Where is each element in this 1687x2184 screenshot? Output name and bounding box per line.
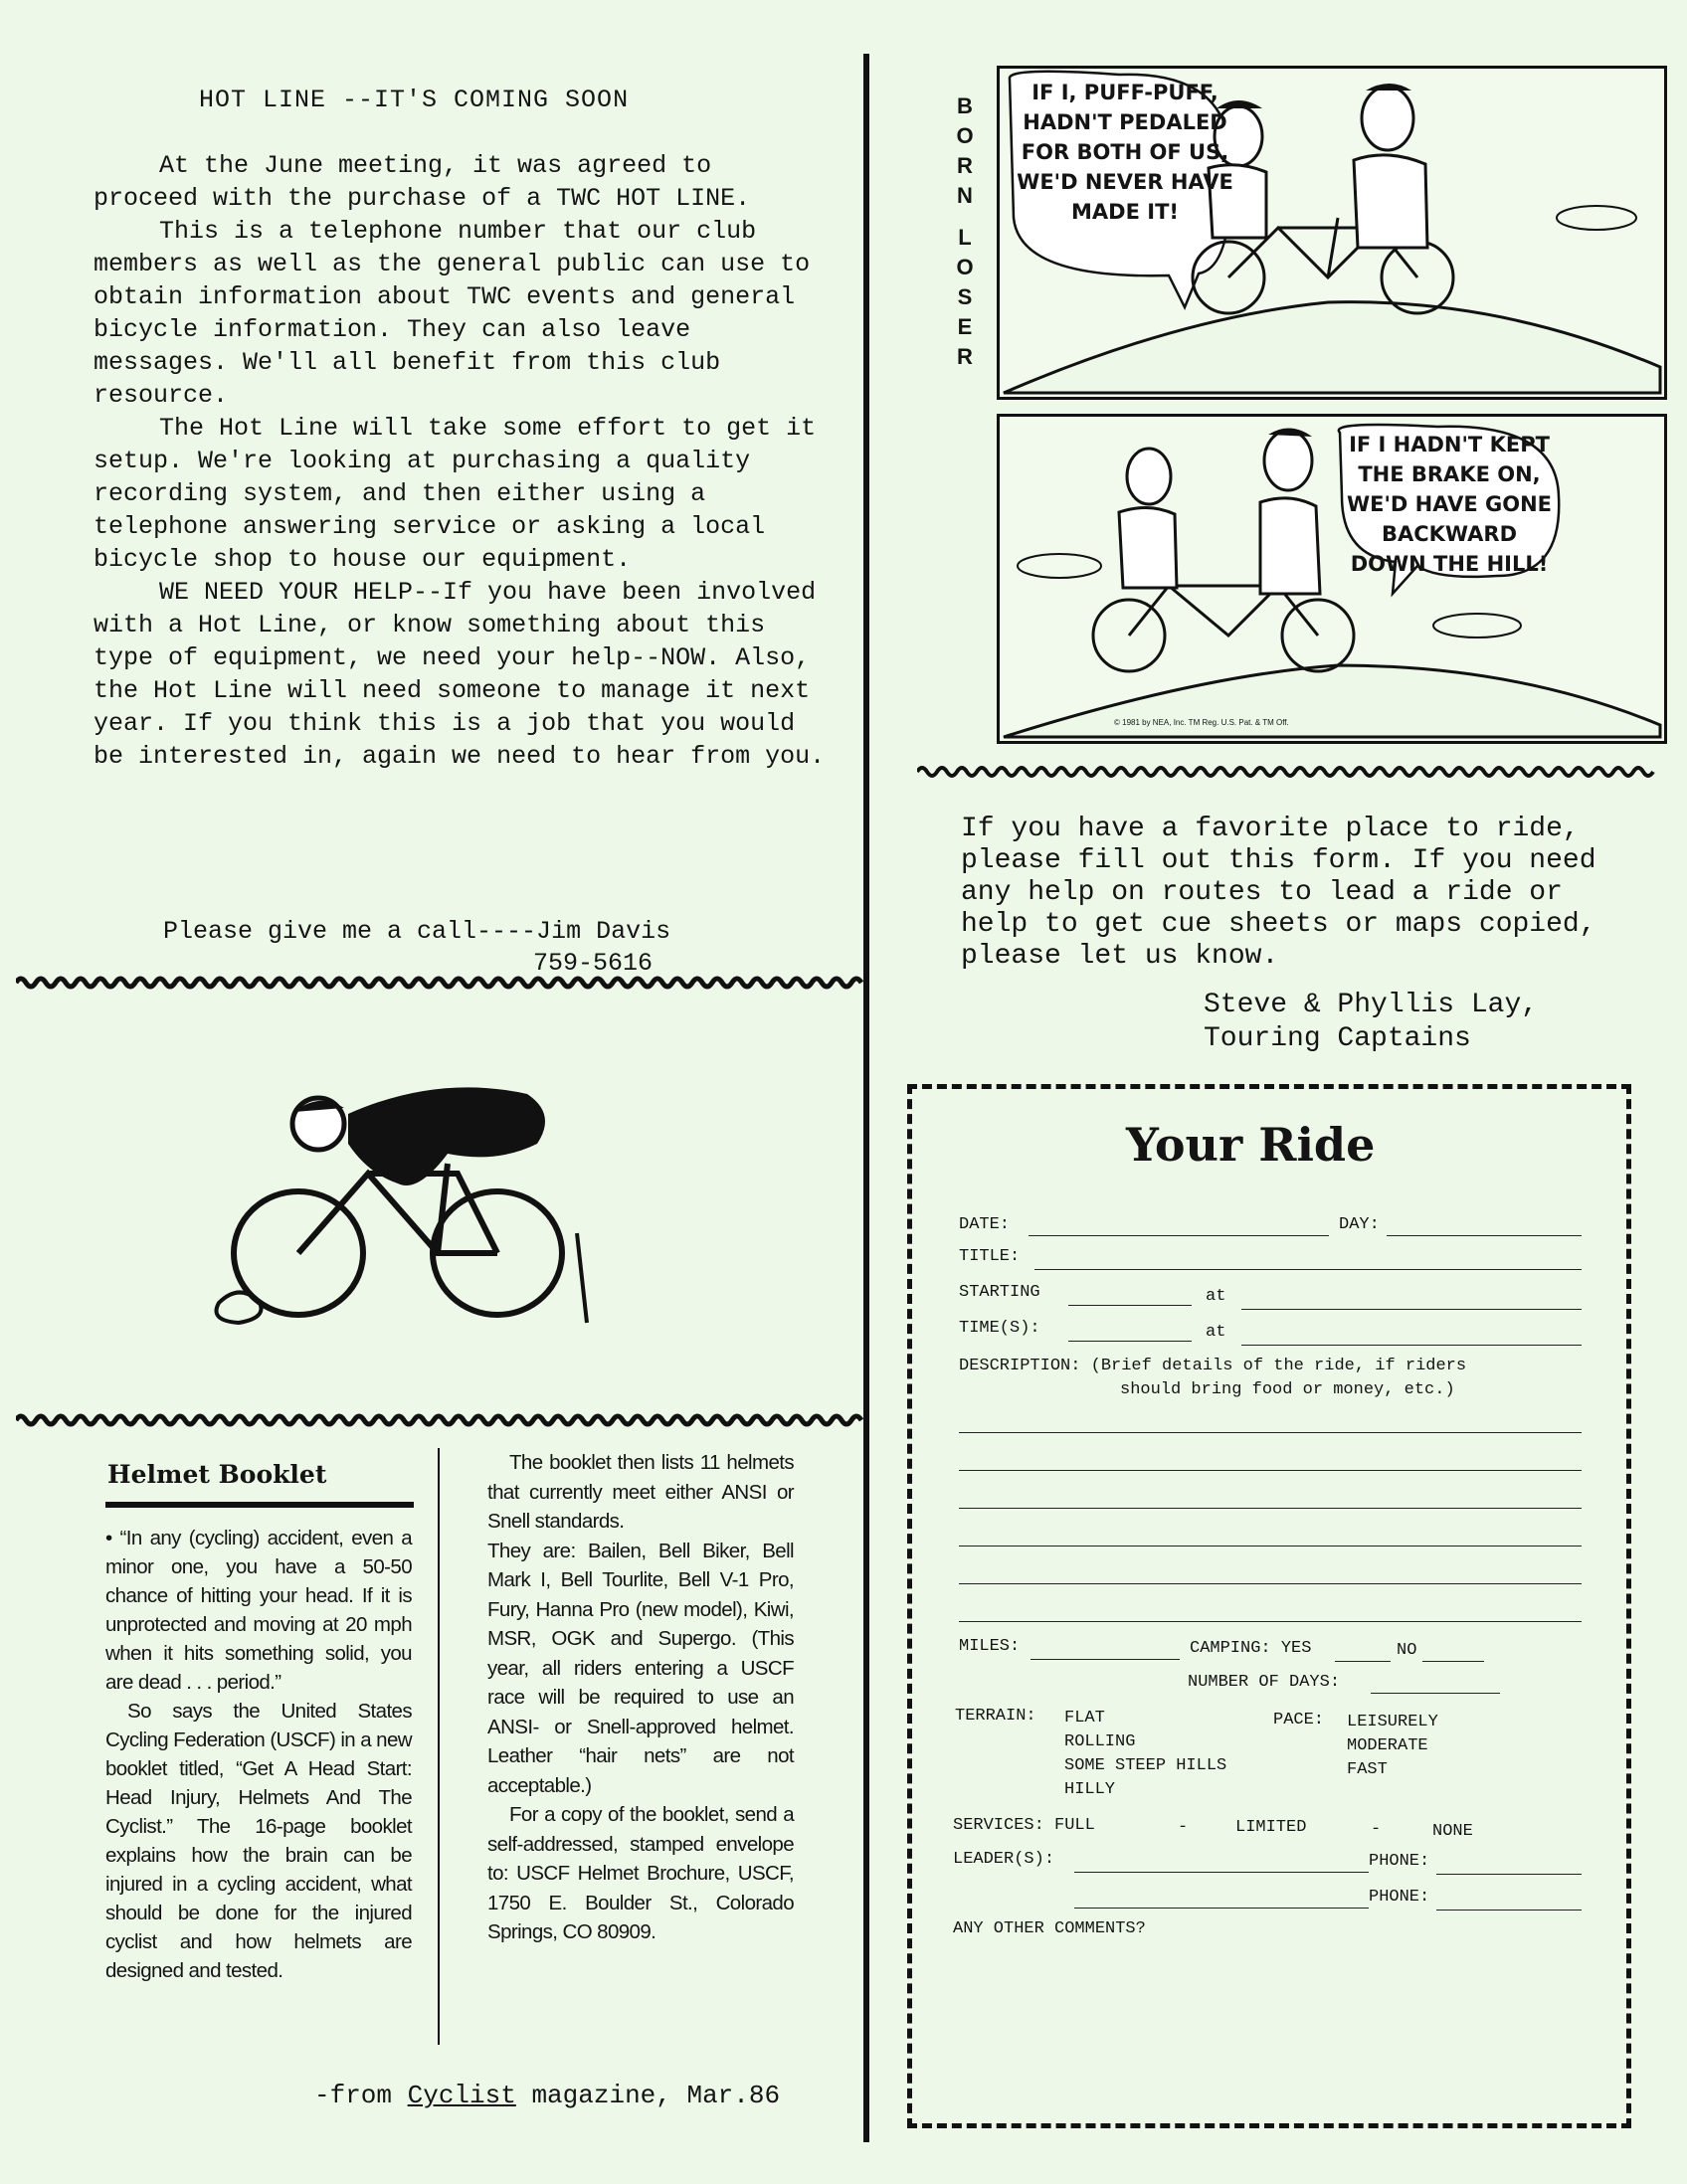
hotline-paragraph: This is a telephone number that our club members as well as the general public can use to obtain information about TWC events and general bicycle information. They can also leave messages. We'll all benefit from this club resource.: [94, 217, 811, 410]
comic-title: [945, 91, 985, 372]
helmet-paragraph: They are: Bailen, Bell Biker, Bell Mark I, Bell Tourlite, Bell V-1 Pro, Fury, Hanna Pro (new model), Kiwi, MSR, OGK and Supergo. (This year, all riders entering a USCF race will be required to use an ANSI- or Snell-approved helmet. Leather “hair nets” are not acceptable.): [487, 1539, 794, 1797]
at-label: at: [1206, 1323, 1226, 1342]
hotline-body: [94, 149, 830, 773]
pace-options: [1347, 1711, 1438, 1782]
form-title: Your Ride: [1126, 1118, 1376, 1172]
phone-field[interactable]: [1436, 1874, 1582, 1875]
hotline-paragraph: The Hot Line will take some effort to get it setup. We're looking at purchasing a quality recording system, and then either using a telephone answering service or asking a local bicycle shop to house our equipment.: [94, 414, 817, 574]
terrain-option[interactable]: HILLY: [1064, 1780, 1116, 1799]
wavy-divider: [16, 975, 865, 991]
starting-location-field[interactable]: [1241, 1309, 1582, 1310]
helmet-column-1: [105, 1524, 412, 1985]
comic-title-text: B O R N L O S E R: [956, 93, 974, 369]
vertical-divider: [861, 54, 871, 2142]
your-ride-form: [907, 1084, 1631, 2128]
comments-label: ANY OTHER COMMENTS?: [953, 1919, 1146, 1938]
camping-label: CAMPING: YES: [1190, 1639, 1312, 1658]
phone-field-2[interactable]: [1436, 1910, 1582, 1911]
favorite-place-text: If you have a favorite place to ride, please fill out this form. If you need any help on routes to lead a ride or help to get cue sheets or maps copied, please let us know.: [961, 814, 1596, 972]
miles-label: MILES:: [959, 1637, 1021, 1656]
helmet-title-rule: [105, 1502, 414, 1508]
terrain-options: [1064, 1707, 1226, 1802]
pace-option[interactable]: MODERATE: [1347, 1736, 1428, 1755]
cyclist-illustration: [199, 1034, 617, 1333]
camping-yes-field[interactable]: [1335, 1661, 1391, 1662]
terrain-label: TERRAIN:: [955, 1707, 1036, 1726]
helmet-paragraph: The booklet then lists 11 helmets that currently meet either ANSI or Snell standards.: [487, 1451, 794, 1533]
comic-panel-2: [997, 414, 1667, 744]
hotline-phone: 759-5616: [533, 949, 654, 978]
source-credit: [314, 2081, 780, 2110]
terrain-option[interactable]: SOME STEEP HILLS: [1064, 1756, 1227, 1775]
number-days-field[interactable]: [1371, 1693, 1500, 1694]
helmet-title: Helmet Booklet: [107, 1460, 327, 1489]
wavy-divider: [16, 1412, 865, 1428]
description-line[interactable]: [959, 1621, 1582, 1622]
description-line[interactable]: [959, 1508, 1582, 1509]
helmet-paragraph: For a copy of the booklet, send a self-addressed, stamped envelope to: USCF Helmet Brochure, USCF, 1750 E. Boulder St., Colorado Springs, CO 80909.: [487, 1803, 794, 1943]
touring-captains: [1204, 989, 1538, 1056]
description-line[interactable]: [959, 1546, 1582, 1547]
helmet-column-2: [487, 1448, 794, 1947]
wavy-divider: [917, 764, 1661, 780]
starting-field[interactable]: [1068, 1305, 1192, 1306]
at-label: at: [1206, 1287, 1226, 1306]
camping-no-label: NO: [1397, 1641, 1417, 1660]
date-field[interactable]: [1029, 1235, 1329, 1236]
helmet-paragraph: So says the United States Cycling Federation (USCF) in a new booklet titled, “Get A Head Start: Head Injury, Helmets And The Cyclist.” The 16-page booklet explains how the brain can be injured in a cycling accident, what should be done for the injured cyclist and how helmets are designed and tested.: [105, 1700, 412, 1982]
hotline-paragraph: At the June meeting, it was agreed to proceed with the purchase of a TWC HOT LINE.: [94, 151, 751, 213]
comic-bubble-2: IF I HADN'T KEPT THE BRAKE ON, WE'D HAVE GONE BACKWARD DOWN THE HILL!: [1346, 433, 1552, 576]
leaders-field-2[interactable]: [1074, 1908, 1369, 1909]
source-suffix: magazine, Mar.86: [531, 2081, 781, 2110]
comic-panel-2-art: [1000, 417, 1664, 741]
description-label: DESCRIPTION: (Brief details of the ride, if riders: [959, 1357, 1467, 1375]
source-prefix: -from: [314, 2081, 393, 2110]
services-label[interactable]: SERVICES: FULL: [953, 1816, 1095, 1835]
day-label: DAY:: [1339, 1215, 1380, 1234]
services-none[interactable]: NONE: [1432, 1822, 1473, 1841]
camping-no-field[interactable]: [1422, 1661, 1484, 1662]
description-note: should bring food or money, etc.): [1120, 1380, 1455, 1399]
leaders-field[interactable]: [1074, 1872, 1369, 1873]
leaders-label: LEADER(S):: [953, 1850, 1055, 1869]
phone-label: PHONE:: [1369, 1888, 1430, 1907]
services-dash: -: [1371, 1820, 1382, 1839]
helmet-paragraph: • “In any (cycling) accident, even a minor one, you have a 50-50 chance of hitting your head. If it is unprotected and moving at 20 mph when it hits something solid, you are dead . . . period.”: [105, 1527, 412, 1694]
times-location-field[interactable]: [1241, 1345, 1582, 1346]
pace-option[interactable]: LEISURELY: [1347, 1713, 1438, 1731]
helmet-column-rule: [438, 1448, 440, 2045]
date-label: DATE:: [959, 1215, 1011, 1234]
number-days-label: NUMBER OF DAYS:: [1188, 1673, 1341, 1692]
comic-bubble-1: IF I, PUFF-PUFF, HADN'T PEDALED FOR BOTH OF US, WE'D NEVER HAVE MADE IT!: [1017, 81, 1233, 224]
miles-field[interactable]: [1031, 1659, 1180, 1660]
hotline-title: HOT LINE --IT'S COMING SOON: [199, 86, 630, 114]
title-label: TITLE:: [959, 1247, 1021, 1266]
starting-label: STARTING: [959, 1283, 1040, 1302]
captains-title: Touring Captains: [1204, 1023, 1471, 1054]
times-field[interactable]: [1068, 1341, 1192, 1342]
day-field[interactable]: [1387, 1235, 1582, 1236]
services-dash: -: [1178, 1818, 1189, 1837]
phone-label: PHONE:: [1369, 1852, 1430, 1871]
source-magazine: Cyclist: [407, 2081, 516, 2110]
services-limited[interactable]: LIMITED: [1235, 1818, 1307, 1837]
pace-label: PACE:: [1273, 1711, 1325, 1729]
description-line[interactable]: [959, 1432, 1582, 1433]
description-line[interactable]: [959, 1470, 1582, 1471]
terrain-option[interactable]: FLAT: [1064, 1709, 1105, 1728]
captains-name: Steve & Phyllis Lay,: [1204, 990, 1539, 1020]
terrain-option[interactable]: ROLLING: [1064, 1732, 1136, 1751]
title-field[interactable]: [1034, 1269, 1582, 1270]
pace-option[interactable]: FAST: [1347, 1760, 1388, 1779]
hotline-paragraph: WE NEED YOUR HELP--If you have been involved with a Hot Line, or know something about this type of equipment, we need your help--NOW. Also, the Hot Line will need someone to manage it next year. If you think this is a job that you would be interested in, again we need to hear from you.: [94, 578, 826, 771]
description-line[interactable]: [959, 1583, 1582, 1584]
times-label: TIME(S):: [959, 1319, 1040, 1338]
hotline-signature: Please give me a call----Jim Davis: [163, 917, 671, 946]
comic-copyright: © 1981 by NEA, Inc. TM Reg. U.S. Pat. & TM Off.: [1114, 718, 1289, 727]
